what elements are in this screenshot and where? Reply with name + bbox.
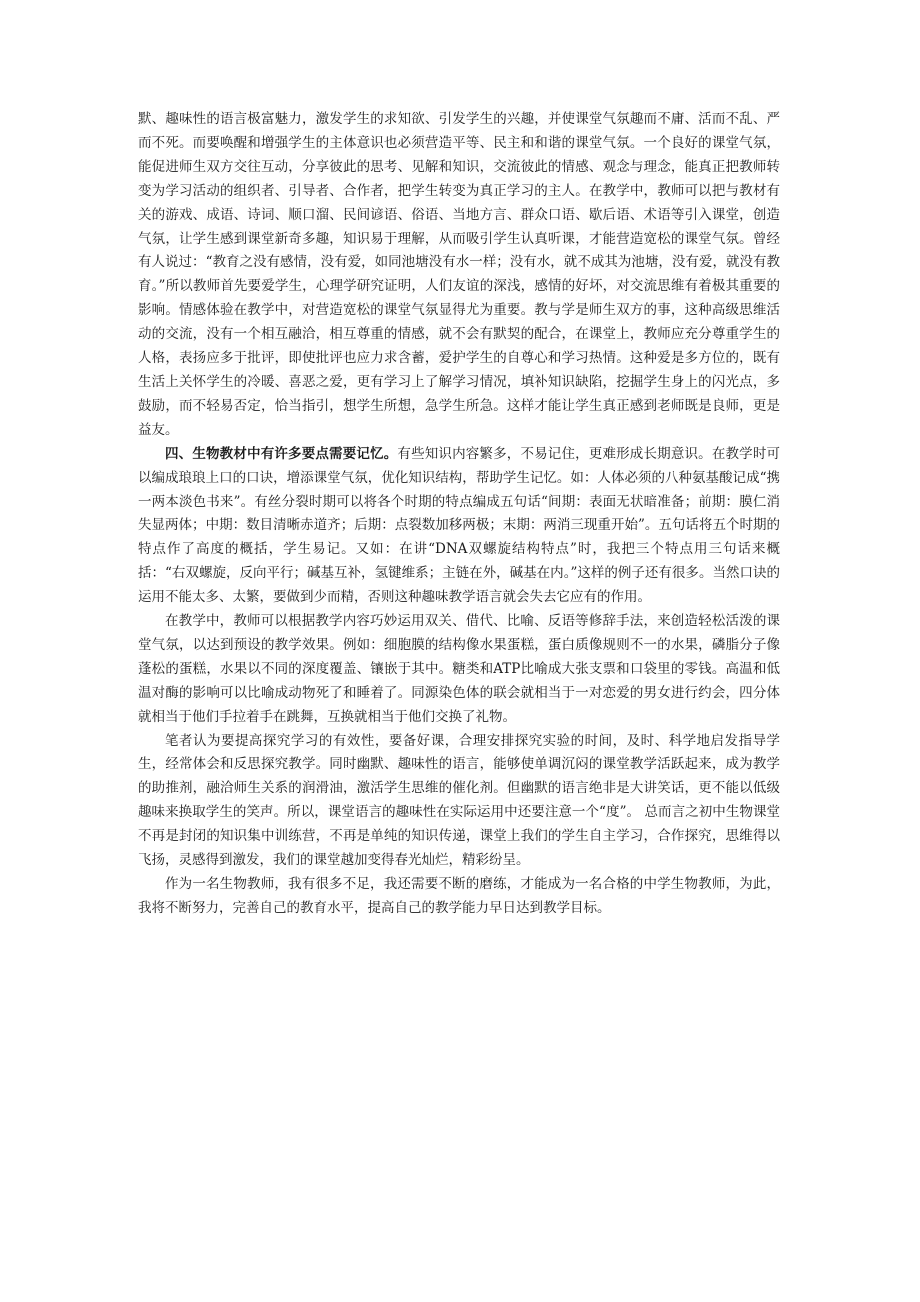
document-page (138, 108, 780, 921)
section-4-body: 有些知识内容繁多，不易记住，更难形成长期意识。在教学时可以编成琅琅上口的口诀，增添课堂气氛，优化知识结构，帮助学生记忆。如：人体必须的八种氨基酸记成“携一两本淡色书来”。有丝分裂时期可以将各个时期的特点编成五句话“间期：表面无状暗准备；前期：膜仁消失显两体；中期：数目清晰赤道齐；后期：点裂数加移两极；末期：两消三现重开始”。五句话将五个时期的特点作了高度的概括，学生易记。又如：在讲“DNA双螺旋结构特点”时，我把三个特点用三句话来概括：“右双螺旋，反向平行；碱基互补，氢键维系；主链在外，碱基在内。”这样的例子还有很多。当然口诀的运用不能太多、太繁，要做到少而精，否则这种趣味教学语言就会失去它应有的作用。 (138, 445, 781, 606)
paragraph-section-4 (138, 443, 780, 610)
paragraph-4: 笔者认为要提高探究学习的有效性，要备好课，合理安排探究实验的时间，及时、科学地启发指导学生，经常体会和反思探究教学。同时幽默、趣味性的语言，能够使单调沉闷的课堂教学活跃起来，成为教学的助推剂，融洽师生关系的润滑油，激活学生思维的催化剂。但幽默的语言绝非是大讲笑话，更不能以低级趣味来换取学生的笑声。所以，课堂语言的趣味性在实际运用中还要注意一个“度”。 总而言之初中生物课堂不再是封闭的知识集中训练营，不再是单纯的知识传递，课堂上我们的学生自主学习，合作探究，思维得以飞扬，灵感得到激发，我们的课堂越加变得春光灿烂，精彩纷呈。 (138, 732, 780, 869)
paragraph-5: 作为一名生物教师，我有很多不足，我还需要不断的磨练，才能成为一名合格的中学生物教师，为此，我将不断努力，完善自己的教育水平，提高自己的教学能力早日达到教学目标。 (138, 876, 780, 916)
paragraph-1: 默、趣味性的语言极富魅力，激发学生的求知欲、引发学生的兴趣，并使课堂气氛趣而不庸、活而不乱、严而不死。而要唤醒和增强学生的主体意识也必须营造平等、民主和和谐的课堂气氛。一个良好的课堂气氛，能促进师生双方交往互动，分享彼此的思考、见解和知识，交流彼此的情感、观念与理念，能真正把教师转变为学习活动的组织者、引导者、合作者，把学生转变为真正学习的主人。在教学中，教师可以把与教材有关的游戏、成语、诗词、顺口溜、民间谚语、俗语、当地方言、群众口语、歇后语、术语等引入课堂，创造气氛，让学生感到课堂新奇多趣，知识易于理解，从而吸引学生认真听课，才能营造宽松的课堂气氛。曾经有人说过：“教育之没有感情，没有爱，如同池塘没有水一样；没有水，就不成其为池塘，没有爱，就没有教育。”所以教师首先要爱学生，心理学研究证明，人们友谊的深浅，感情的好坏，对交流思维有着极其重要的影响。情感体验在教学中，对营造宽松的课堂气氛显得尤为重要。教与学是师生双方的事，这种高级思维活动的交流，没有一个相互融洽，相互尊重的情感，就不会有默契的配合，在课堂上，教师应充分尊重学生的人格，表扬应多于批评，即使批评也应力求含蓄，爱护学生的自尊心和学习热情。这种爱是多方位的，既有生活上关怀学生的冷暖、喜恶之爱，更有学习上了解学习情况，填补知识缺陷，挖掘学生身上的闪光点，多鼓励，而不轻易否定，恰当指引，想学生所想，急学生所急。这样才能让学生真正感到老师既是良师，更是益友。 (138, 111, 780, 438)
section-4-heading: 四、生物教材中有许多要点需要记忆。 (165, 445, 398, 462)
paragraph-3: 在教学中，教师可以根据教学内容巧妙运用双关、借代、比喻、反语等修辞手法，来创造轻松活泼的课堂气氛，以达到预设的教学效果。例如：细胞膜的结构像水果蛋糕，蛋白质像规则不一的水果，磷脂分子像蓬松的蛋糕，水果以不同的深度覆盖、镶嵌于其中。糖类和ATP比喻成大张支票和口袋里的零钱。高温和低温对酶的影响可以比喻成动物死了和睡着了。同源染色体的联会就相当于一对恋爱的男女进行约会，四分体就相当于他们手拉着手在跳舞，互换就相当于他们交换了礼物。 (138, 613, 780, 725)
